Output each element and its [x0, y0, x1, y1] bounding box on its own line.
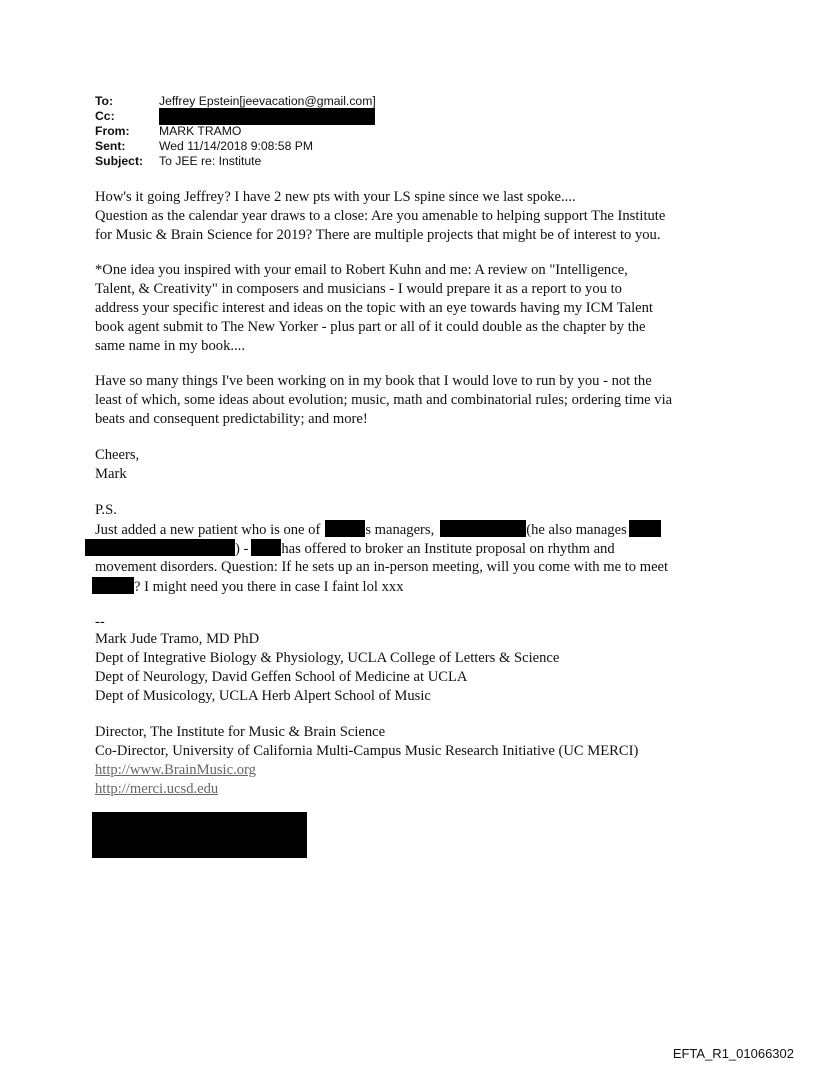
signature-dept: Dept of Musicology, UCLA Herb Alpert School of Music: [95, 688, 431, 704]
ps-line-1: [95, 520, 735, 539]
signature-dept: Dept of Integrative Biology & Physiology, UCLA College of Letters & Science: [95, 650, 560, 666]
from-label: From:: [95, 124, 130, 138]
closing-name: Mark: [95, 466, 127, 482]
link-line: [95, 780, 735, 799]
redaction-box: [325, 520, 365, 537]
redaction-box: [251, 539, 281, 556]
document-id: EFTA_R1_01066302: [672, 1046, 794, 1061]
to-label: To:: [95, 94, 114, 108]
text-line: How's it going Jeffrey? I have 2 new pts with your LS spine since we last spoke....: [95, 189, 576, 205]
text-fragment: s managers,: [365, 522, 435, 538]
text-fragment: ? I might need you there in case I faint lol xxx: [134, 579, 404, 595]
text-fragment: Just added a new patient who is one of: [95, 522, 321, 538]
message-paragraph-1: [95, 188, 735, 245]
cc-redaction: [159, 108, 375, 125]
message-paragraph-2: [95, 261, 735, 356]
signature-redaction: [92, 812, 307, 858]
signature-block: [95, 630, 735, 706]
message-paragraph-3: [95, 372, 735, 429]
text-fragment: ) -: [235, 541, 249, 557]
to-value: Jeffrey Epstein[jeevacation@gmail.com]: [159, 94, 376, 108]
text-line: Question as the calendar year draws to a close: Are you amenable to helping support The Institute: [95, 208, 666, 224]
text-fragment: (he also manages: [526, 522, 627, 538]
cc-row: [95, 109, 376, 124]
text-line: *One idea you inspired with your email to Robert Kuhn and me: A review on "Intelligence,: [95, 262, 628, 278]
from-row: [95, 124, 376, 139]
merci-link[interactable]: http://merci.ucsd.edu: [95, 781, 219, 797]
text-line: for Music & Brain Science for 2019? There are multiple projects that might be of interest to you.: [95, 227, 661, 243]
text-line: address your specific interest and ideas on the topic with an eye towards having my ICM Talent: [95, 300, 653, 316]
text-line: beats and consequent predictability; and more!: [95, 411, 368, 427]
postscript: [95, 501, 735, 596]
signature-dept: Dept of Neurology, David Geffen School of Medicine at UCLA: [95, 669, 468, 685]
signature-title: Co-Director, University of California Multi-Campus Music Research Initiative (UC MERCI): [95, 743, 639, 759]
text-fragment: has offered to broker an Institute proposal on rhythm and: [281, 541, 615, 557]
signature-titles: [95, 723, 735, 799]
subject-value: To JEE re: Institute: [159, 154, 262, 168]
closing-text: Cheers,: [95, 447, 140, 463]
sent-label: Sent:: [95, 139, 126, 153]
text-line: Talent, & Creativity" in composers and musicians - I would prepare it as a report to you to: [95, 281, 622, 297]
redaction-box: [92, 577, 134, 594]
ps-line-3: movement disorders. Question: If he sets up an in-person meeting, will you come with me to meet: [95, 559, 669, 575]
from-value: MARK TRAMO: [159, 124, 242, 138]
text-line: same name in my book....: [95, 338, 245, 354]
sent-row: [95, 139, 376, 154]
closing: [95, 446, 735, 484]
signature-name: Mark Jude Tramo, MD PhD: [95, 631, 260, 647]
ps-line-2: [95, 539, 735, 558]
text-line: book agent submit to The New Yorker - plus part or all of it could double as the chapter by the: [95, 319, 646, 335]
ps-line-4: [95, 577, 735, 596]
text-line: Have so many things I've been working on in my book that I would love to run by you - not the: [95, 373, 652, 389]
redaction-box: [629, 520, 661, 537]
brainmusic-link[interactable]: http://www.BrainMusic.org: [95, 762, 256, 778]
link-line: [95, 761, 735, 780]
separator-text: --: [95, 614, 105, 630]
redaction-box: [85, 539, 235, 556]
cc-label: Cc:: [95, 109, 115, 123]
subject-row: [95, 154, 376, 169]
email-header: [95, 94, 376, 169]
ps-label: P.S.: [95, 502, 117, 518]
text-line: least of which, some ideas about evolution; music, math and combinatorial rules; ordering time via: [95, 392, 673, 408]
redaction-box: [440, 520, 526, 537]
signature-title: Director, The Institute for Music & Brain Science: [95, 724, 386, 740]
subject-label: Subject:: [95, 154, 144, 168]
to-row: [95, 94, 376, 109]
sent-value: Wed 11/14/2018 9:08:58 PM: [159, 139, 314, 153]
